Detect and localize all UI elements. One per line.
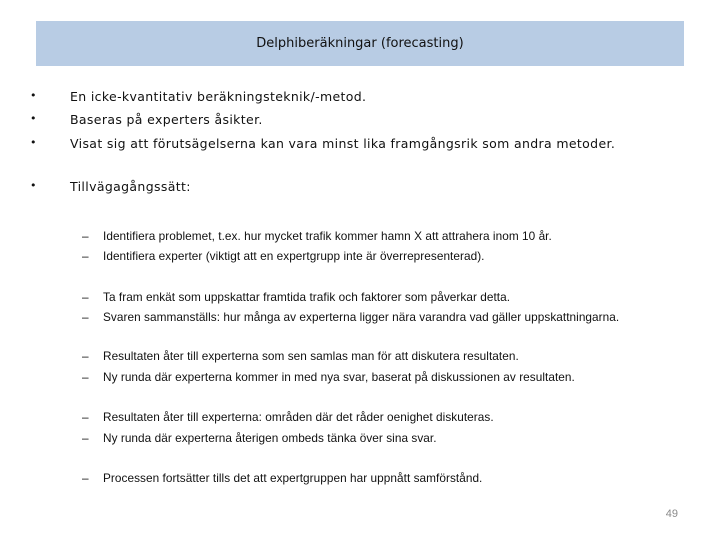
bullet-marker: • bbox=[30, 112, 37, 125]
bullet-marker: • bbox=[30, 136, 37, 149]
step-marker: – bbox=[82, 229, 89, 243]
step-marker: – bbox=[82, 431, 89, 445]
step-marker: – bbox=[82, 290, 89, 304]
step-text: Ny runda där experterna återigen ombeds tänka över sina svar. bbox=[103, 431, 437, 445]
step-marker: – bbox=[82, 410, 89, 424]
step-marker: – bbox=[82, 349, 89, 363]
step-text: Identifiera experter (viktigt att en expertgrupp inte är överrepresenterad). bbox=[103, 249, 485, 263]
bullet-text: Visat sig att förutsägelserna kan vara minst lika framgångsrik som andra metoder. bbox=[70, 136, 616, 151]
bullet-text: En icke-kvantitativ beräkningsteknik/-metod. bbox=[70, 89, 367, 104]
step-text: Resultaten åter till experterna som sen samlas man för att diskutera resultaten. bbox=[103, 349, 519, 363]
step-text: Ta fram enkät som uppskattar framtida trafik och faktorer som påverkar detta. bbox=[103, 290, 511, 304]
bullet-marker: • bbox=[30, 89, 37, 102]
title-bar bbox=[36, 21, 684, 66]
bullet-text: Tillvägagångssätt: bbox=[70, 179, 191, 194]
step-marker: – bbox=[82, 370, 89, 384]
bullet-text: Baseras på experters åsikter. bbox=[70, 112, 263, 127]
step-text: Ny runda där experterna kommer in med nya svar, baserat på diskussionen av resultaten. bbox=[103, 370, 575, 384]
step-marker: – bbox=[82, 471, 89, 485]
slide-title: Delphiberäkningar (forecasting) bbox=[256, 36, 464, 51]
step-text: Identifiera problemet, t.ex. hur mycket trafik kommer hamn X att attrahera inom 10 år. bbox=[103, 229, 552, 243]
step-marker: – bbox=[82, 249, 89, 263]
step-text: Svaren sammanställs: hur många av experterna ligger nära varandra vad gäller uppskattningarna. bbox=[103, 310, 620, 324]
step-text: Processen fortsätter tills det att expertgruppen har uppnått samförstånd. bbox=[103, 471, 483, 485]
page-number: 49 bbox=[665, 508, 678, 520]
bullet-marker: • bbox=[30, 179, 37, 192]
step-text: Resultaten åter till experterna: områden där det råder oenighet diskuteras. bbox=[103, 410, 494, 424]
step-marker: – bbox=[82, 310, 89, 324]
